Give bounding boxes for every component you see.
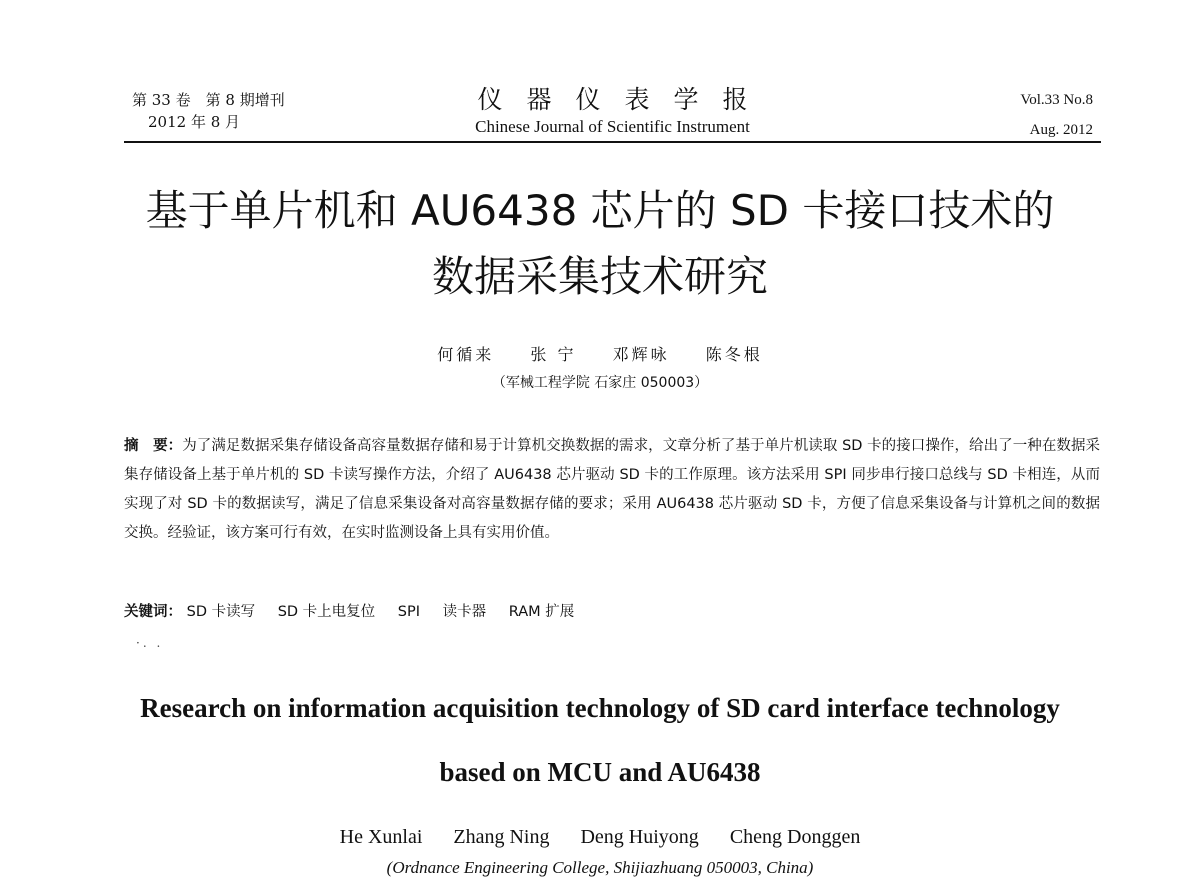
- author-list-cn: [0, 342, 1200, 365]
- author-en: He Xunlai: [339, 826, 423, 848]
- author-en: Deng Huiyong: [580, 826, 699, 848]
- keyword: SD 卡读写: [186, 604, 256, 620]
- author-cn: 何循来: [437, 345, 495, 364]
- stray-marks: ·. .: [136, 636, 164, 650]
- abstract-text: 为了满足数据采集存储设备高容量数据存储和易于计算机交换数据的需求，文章分析了基于单片机读取 SD 卡的接口操作，给出了一种在数据采集存储设备上基于单片机的 SD 卡读写操作方法，介绍了 AU6438 芯片驱动 SD 卡的工作原理。该方法采用 SPI 同步串行接口总线与 SD 卡相连，从而实现了对 SD 卡的数据读写，满足了信息采集设备对高容量数据存储的要求；采用 AU6438 芯片驱动 SD 卡，方便了信息采集设备与计算机之间的数据交换。经验证，该方案可行有效，在实时监测设备上具有实用价值。: [124, 438, 1101, 541]
- header-date-en: Aug. 2012: [1029, 122, 1093, 138]
- author-en: Cheng Donggen: [729, 826, 861, 848]
- header-vol-no: Vol.33 No.8: [1020, 92, 1093, 108]
- keywords-label: 关键词：: [124, 604, 182, 620]
- header-volume-issue: 第 33 卷 第 8 期增刊: [132, 91, 285, 109]
- title-cn-line1: 基于单片机和 AU6438 芯片的 SD 卡接口技术的: [145, 186, 1055, 235]
- title-en-line2: based on MCU and AU6438: [439, 757, 761, 787]
- keyword: 读卡器: [442, 604, 487, 620]
- affiliation-en: (Ordnance Engineering College, Shijiazhuang 050003, China): [386, 858, 814, 877]
- journal-name-cn: 仪器仪表学报: [477, 85, 772, 114]
- keyword: RAM 扩展: [508, 604, 575, 620]
- author-cn: 陈冬根: [705, 345, 763, 364]
- keyword: SD 卡上电复位: [277, 604, 376, 620]
- paper-title-en: [80, 676, 1120, 804]
- keyword: SPI: [397, 604, 421, 620]
- title-cn-line2: 数据采集技术研究: [431, 252, 768, 301]
- author-list-en: [0, 826, 1200, 849]
- header-vol-info: [1020, 89, 1093, 141]
- abstract-label: 摘 要：: [124, 438, 183, 454]
- header-journal: [124, 85, 1101, 139]
- title-en-line1: Research on information acquisition technology of SD card interface technology: [140, 693, 1060, 723]
- author-en: Zhang Ning: [453, 826, 550, 848]
- paper-title-cn: [80, 178, 1120, 310]
- journal-name-en: Chinese Journal of Scientific Instrument: [475, 117, 750, 136]
- abstract-cn: [124, 432, 1100, 548]
- keywords-cn: [124, 600, 1100, 621]
- running-header: [124, 85, 1101, 143]
- affiliation-cn: （军械工程学院 石家庄 050003）: [491, 375, 709, 391]
- author-cn: 张 宁: [530, 345, 577, 364]
- author-cn: 邓辉咏: [612, 345, 670, 364]
- header-date-cn: 2012 年 8 月: [148, 113, 241, 131]
